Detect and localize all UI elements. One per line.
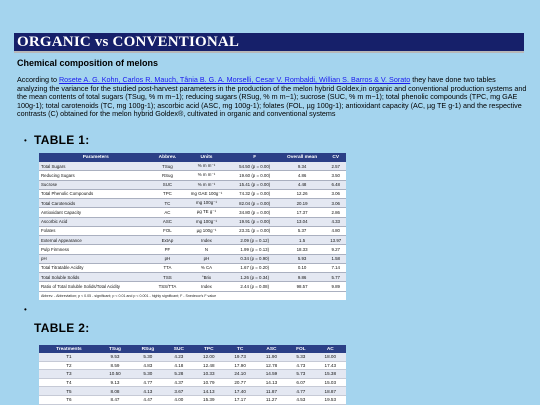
table2-heading: TABLE 2: <box>34 321 90 335</box>
table-cell: 1.26 (p = 0.34) <box>231 273 279 282</box>
table-cell: mg 100g⁻¹ <box>182 199 230 208</box>
table-cell: 5.93 <box>279 254 326 263</box>
table-cell: 1.99 (p = 0.13) <box>231 245 279 254</box>
table-cell: 17.43 <box>315 361 346 370</box>
table1-header-cell: F <box>231 153 279 162</box>
table-row <box>39 378 346 387</box>
table-cell: 9.86 <box>279 273 326 282</box>
table1-header-cell: Abbrev. <box>153 153 183 162</box>
table-cell: 11.27 <box>256 395 287 404</box>
table-cell: 12.78 <box>256 361 287 370</box>
table-cell: 4.33 <box>325 217 346 226</box>
page-title: ORGANIC vs CONVENTIONAL <box>17 34 240 50</box>
table-cell: mg 100g⁻¹ <box>182 217 230 226</box>
table-cell: TSS <box>153 273 183 282</box>
table-cell: 17.90 <box>224 361 255 370</box>
table-cell: Sucrose <box>39 180 153 189</box>
table-cell: 5.28 <box>165 370 194 379</box>
table-cell: Total Sugars <box>39 162 153 171</box>
table-cell: 17.37 <box>279 208 326 217</box>
table-cell: pH <box>39 254 153 263</box>
table2 <box>39 345 346 405</box>
table-row <box>39 254 346 263</box>
table-cell: 2.09 (p = 0.12) <box>231 236 279 245</box>
table-cell: % m m⁻¹ <box>182 162 230 171</box>
table-cell: % m m⁻¹ <box>182 171 230 180</box>
table-cell: 4.23 <box>165 353 194 361</box>
table-cell: 2.44 (p = 0.08) <box>231 282 279 291</box>
table-row <box>39 353 346 361</box>
table-cell: 4.73 <box>287 361 314 370</box>
table-cell: Antioxidant Capacity <box>39 208 153 217</box>
table1-header-cell: Overall mean <box>279 153 326 162</box>
table-row <box>39 199 346 208</box>
table-cell: T6 <box>39 395 99 404</box>
table-cell: Index <box>182 282 230 291</box>
table-cell: 5.73 <box>287 370 314 379</box>
table-cell: 1.58 <box>325 254 346 263</box>
table-row <box>39 217 346 226</box>
table-cell: 4.47 <box>131 395 164 404</box>
table-cell: TSug <box>153 162 183 171</box>
table2-header-cell: ASC <box>256 345 287 353</box>
table-cell: 19.91 (p = 0.00) <box>231 217 279 226</box>
table-row <box>39 263 346 272</box>
table-row <box>39 370 346 379</box>
table-cell: µg 100g⁻¹ <box>182 226 230 235</box>
table-cell: 13.04 <box>279 217 326 226</box>
table2-header-cell: Treatments <box>39 345 99 353</box>
table-cell: T5 <box>39 387 99 396</box>
table-cell: 14.13 <box>193 387 224 396</box>
bullet-1: • <box>24 136 27 145</box>
table-cell: T4 <box>39 378 99 387</box>
table-cell: Total Phenolic Compounds <box>39 189 153 198</box>
table-cell: 14.59 <box>256 370 287 379</box>
table-cell: 3.50 <box>325 171 346 180</box>
table-cell: 8.08 <box>99 387 131 396</box>
table-cell: 2.57 <box>325 162 346 171</box>
table-cell: pH <box>153 254 183 263</box>
table-cell: 19.73 <box>224 353 255 361</box>
table-cell: 6.07 <box>287 378 314 387</box>
table-cell: 5.30 <box>131 370 164 379</box>
table-row <box>39 226 346 235</box>
table2-header-cell: TPC <box>193 345 224 353</box>
table1-header-cell: Parameters <box>39 153 153 162</box>
table-cell: TTA <box>153 263 183 272</box>
table-cell: 2.86 <box>325 208 346 217</box>
table-cell: Ratio of Total Soluble Solids/Total Acidity <box>39 282 153 291</box>
table-cell: 15.41 (p = 0.00) <box>231 180 279 189</box>
table-cell: T3 <box>39 370 99 379</box>
table-cell: 4.86 <box>279 171 326 180</box>
table-cell: 5.37 <box>279 226 326 235</box>
table-cell: 10.79 <box>193 378 224 387</box>
table-cell: 5.30 <box>131 353 164 361</box>
table-cell: 9.89 <box>325 282 346 291</box>
table-cell: pH <box>182 254 230 263</box>
table-cell: Total Soluble Solids <box>39 273 153 282</box>
table-cell: 10.33 <box>193 370 224 379</box>
table-cell: 9.53 <box>99 353 131 361</box>
table-row <box>39 282 346 291</box>
table2-header-row <box>39 345 346 353</box>
table2-header-cell: RSug <box>131 345 164 353</box>
table-cell: Total Carotenoids <box>39 199 153 208</box>
table1 <box>39 153 346 300</box>
table-cell: 5.33 <box>287 353 314 361</box>
table2-header-cell: AC <box>315 345 346 353</box>
table-cell: Index <box>182 236 230 245</box>
table-cell: % m m⁻¹ <box>182 180 230 189</box>
table-cell: µg TE g⁻¹ <box>182 208 230 217</box>
table-cell: 18.00 <box>315 353 346 361</box>
table-row <box>39 236 346 245</box>
table-cell: FOL <box>153 226 183 235</box>
table-cell: 13.97 <box>325 236 346 245</box>
table-cell: 4.80 <box>325 226 346 235</box>
table-cell: 34.80 (p = 0.00) <box>231 208 279 217</box>
table2-header-cell: TC <box>224 345 255 353</box>
table-cell: 74.32 (p = 0.00) <box>231 189 279 198</box>
table-cell: 4.00 <box>165 395 194 404</box>
table-cell: 23.31 (p = 0.00) <box>231 226 279 235</box>
table2-header-cell: SUC <box>165 345 194 353</box>
table-cell: 9.13 <box>99 378 131 387</box>
table-footnote: Abbrev. - Abbreviation; p < 0.05 - significant; p < 0.01 and p < 0.001 - highly significant; F - Snedecor's F value <box>39 291 346 300</box>
table-cell: 15.38 <box>315 370 346 379</box>
table-cell: 4.37 <box>165 378 194 387</box>
table-cell: 11.87 <box>256 387 287 396</box>
table-cell: N <box>182 245 230 254</box>
table-footnote-row <box>39 291 346 300</box>
table-cell: 17.17 <box>224 395 255 404</box>
table-row <box>39 189 346 198</box>
table-cell: 4.77 <box>131 378 164 387</box>
table-cell: Pulp Firmness <box>39 245 153 254</box>
table-cell: 9.27 <box>325 245 346 254</box>
table-cell: 54.50 (p = 0.00) <box>231 162 279 171</box>
table-cell: External Appearance <box>39 236 153 245</box>
table-cell: 1.5 <box>279 236 326 245</box>
table-cell: 6.48 <box>325 180 346 189</box>
table-cell: 4.77 <box>287 387 314 396</box>
table-cell: 98.57 <box>279 282 326 291</box>
table-cell: mg GAE 100g⁻¹ <box>182 189 230 198</box>
table-cell: 12.48 <box>193 361 224 370</box>
table-cell: 10.50 <box>99 370 131 379</box>
table-cell: % CA <box>182 263 230 272</box>
table-row <box>39 387 346 396</box>
table-row <box>39 361 346 370</box>
table-cell: 12.00 <box>193 353 224 361</box>
table-row <box>39 208 346 217</box>
table-cell: 9.34 <box>279 162 326 171</box>
table-cell: 24.10 <box>224 370 255 379</box>
table1-header-cell: CV <box>325 153 346 162</box>
intro-prefix: According to <box>17 75 59 84</box>
table1-header-row <box>39 153 346 162</box>
table1-header-cell: Units <box>182 153 230 162</box>
table2-header-cell: FOL <box>287 345 314 353</box>
table-cell: 0.34 (p = 0.90) <box>231 254 279 263</box>
table-cell: RSug <box>153 171 183 180</box>
table-cell: 17.40 <box>224 387 255 396</box>
table-cell: T1 <box>39 353 99 361</box>
table-cell: 14.13 <box>256 378 287 387</box>
table-cell: 3.06 <box>325 189 346 198</box>
table-cell: 0.10 <box>279 263 326 272</box>
table-cell: 8.59 <box>99 361 131 370</box>
table-cell: 4.18 <box>165 361 194 370</box>
table-cell: Folates <box>39 226 153 235</box>
table-cell: 20.19 <box>279 199 326 208</box>
table2-header-cell: TSug <box>99 345 131 353</box>
table-cell: 5.77 <box>325 273 346 282</box>
table-cell: Reducing Sugars <box>39 171 153 180</box>
table-cell: 18.87 <box>315 387 346 396</box>
section-subtitle: Chemical composition of melons <box>17 58 159 68</box>
table-cell: Ascorbic Acid <box>39 217 153 226</box>
table-cell: 11.90 <box>256 353 287 361</box>
page-title-bar <box>14 33 524 53</box>
table-row <box>39 245 346 254</box>
table-cell: 8.47 <box>99 395 131 404</box>
table-cell: 4.53 <box>287 395 314 404</box>
authors-link[interactable]: Rosete A. G. Kohn, Carlos R. Mauch, Tânia B. G. A. Morselli, Cesar V. Rombaldi, Willian S. Barros & V. Sorato <box>58 75 411 84</box>
table-cell: 82.04 (p = 0.00) <box>231 199 279 208</box>
table-cell: TC <box>153 199 183 208</box>
table-cell: 3.67 <box>165 387 194 396</box>
table-cell: 19.53 <box>315 395 346 404</box>
intro-suffix: they have done two tables analyzing the variance for the studied post-harvest parameters in the production of the melon hybrid Goldex,in organic and conventional production systems and the mean contents of total sugars (TSug, % m m−1); reducing sugars (RSug, % m m−1); sucrose (SUC, % m m−1); total phenolic compounds (TPC, mg GAE 100g-1); total carotenoids (TC, mg 100g-1); ascorbic acid (ASC, mg 100g-1); folates (FOL, µg 100g-1); antioxidant capacity (AC, µg TE g-1) and the respective contrasts (C) obtained for the melon hybrid Goldex®, cultivated in organic and conventional systems <box>17 75 527 119</box>
table-cell: 4.48 <box>279 180 326 189</box>
table-cell: AC <box>153 208 183 217</box>
table-row <box>39 180 346 189</box>
table-cell: 7.14 <box>325 263 346 272</box>
table-row <box>39 395 346 404</box>
table-cell: °Brix <box>182 273 230 282</box>
table-cell: ExtAp <box>153 236 183 245</box>
table-cell: 4.83 <box>131 361 164 370</box>
table-cell: 1.67 (p = 0.20) <box>231 263 279 272</box>
table-cell: T2 <box>39 361 99 370</box>
table-cell: 12.26 <box>279 189 326 198</box>
table-cell: 3.06 <box>325 199 346 208</box>
table-cell: 18.33 <box>279 245 326 254</box>
table-cell: 19.60 (p = 0.00) <box>231 171 279 180</box>
table-cell: 15.39 <box>193 395 224 404</box>
table-row <box>39 162 346 171</box>
table-cell: 20.77 <box>224 378 255 387</box>
table-cell: Total Titratable Acidity <box>39 263 153 272</box>
bullet-2: • <box>24 305 27 314</box>
table-cell: ASC <box>153 217 183 226</box>
table-row <box>39 273 346 282</box>
table-cell: TSS/TTA <box>153 282 183 291</box>
table1-heading: TABLE 1: <box>34 133 90 147</box>
table-cell: 4.13 <box>131 387 164 396</box>
table-cell: 15.03 <box>315 378 346 387</box>
table-cell: TPC <box>153 189 183 198</box>
table-cell: SUC <box>153 180 183 189</box>
table-row <box>39 171 346 180</box>
table-cell: PF <box>153 245 183 254</box>
intro-paragraph <box>17 76 527 119</box>
